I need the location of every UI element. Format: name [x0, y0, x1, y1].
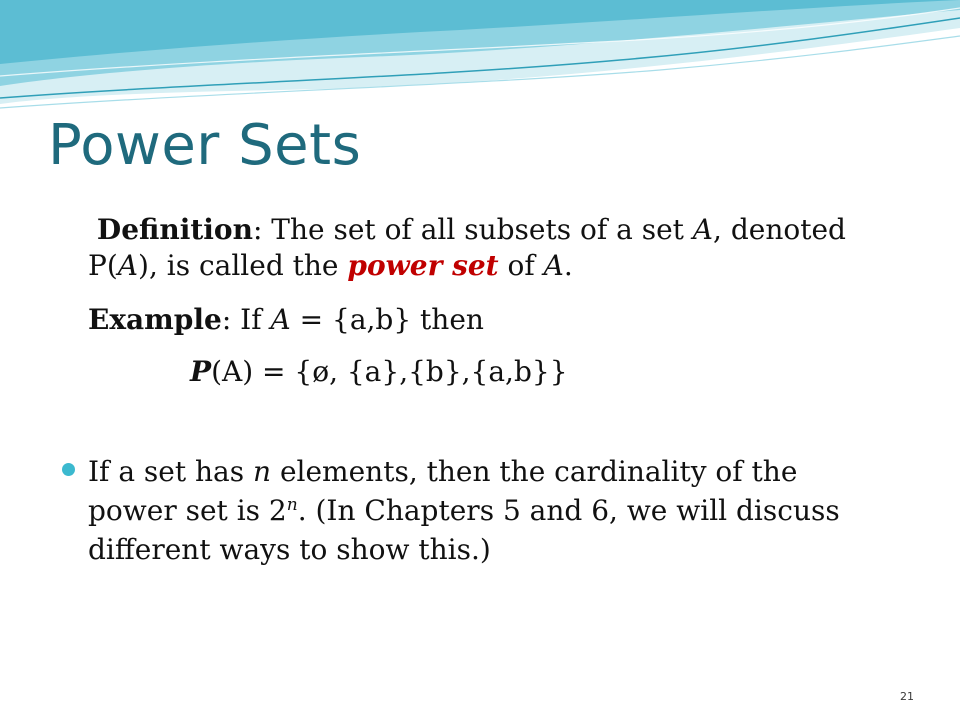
- example-var: A: [270, 303, 291, 336]
- notation-var: A: [117, 249, 138, 282]
- bullet-exponent: n: [286, 495, 298, 515]
- bullet-text-1: If a set has: [88, 455, 254, 488]
- definition-line-2: [88, 248, 908, 284]
- example-text-1: : If: [221, 303, 271, 336]
- bullet-n: n: [253, 455, 272, 488]
- definition-text-1: : The set of all subsets of a set: [252, 213, 693, 246]
- page-number: 21: [900, 690, 914, 703]
- definition-text-3: , is called the: [148, 249, 348, 282]
- power-set-symbol: P: [190, 355, 212, 388]
- notation-p: P(: [88, 249, 118, 282]
- definition-label: Definition: [96, 213, 253, 246]
- example-text-2: = {a,b} then: [290, 303, 484, 336]
- definition-text-4: of: [498, 249, 544, 282]
- definition-set-var: A: [692, 213, 714, 246]
- bullet-text-2: elements, then the cardinality of the power set is 2: [88, 455, 798, 527]
- notation-close: ): [138, 249, 149, 282]
- top-wave-decoration: [0, 0, 960, 120]
- slide-title: Power Sets: [48, 113, 362, 178]
- power-set-example-line: [190, 354, 568, 390]
- definition-text-2: , denoted: [713, 213, 846, 246]
- bullet-icon: [62, 463, 75, 476]
- definition-of-var: A: [543, 249, 564, 282]
- example-label: Example: [88, 303, 222, 336]
- power-set-example-text: (A) = {ø, {a},{b},{a,b}}: [211, 355, 568, 388]
- bullet-text-3: . (In Chapters 5 and 6, we will discuss different ways to show this.): [88, 494, 840, 566]
- example-line: [88, 302, 484, 338]
- definition-line-1: [88, 212, 908, 248]
- power-set-term: power set: [347, 249, 499, 282]
- definition-paragraph: [88, 212, 908, 284]
- definition-period: .: [563, 249, 573, 282]
- bullet-item-cardinality: [88, 452, 878, 569]
